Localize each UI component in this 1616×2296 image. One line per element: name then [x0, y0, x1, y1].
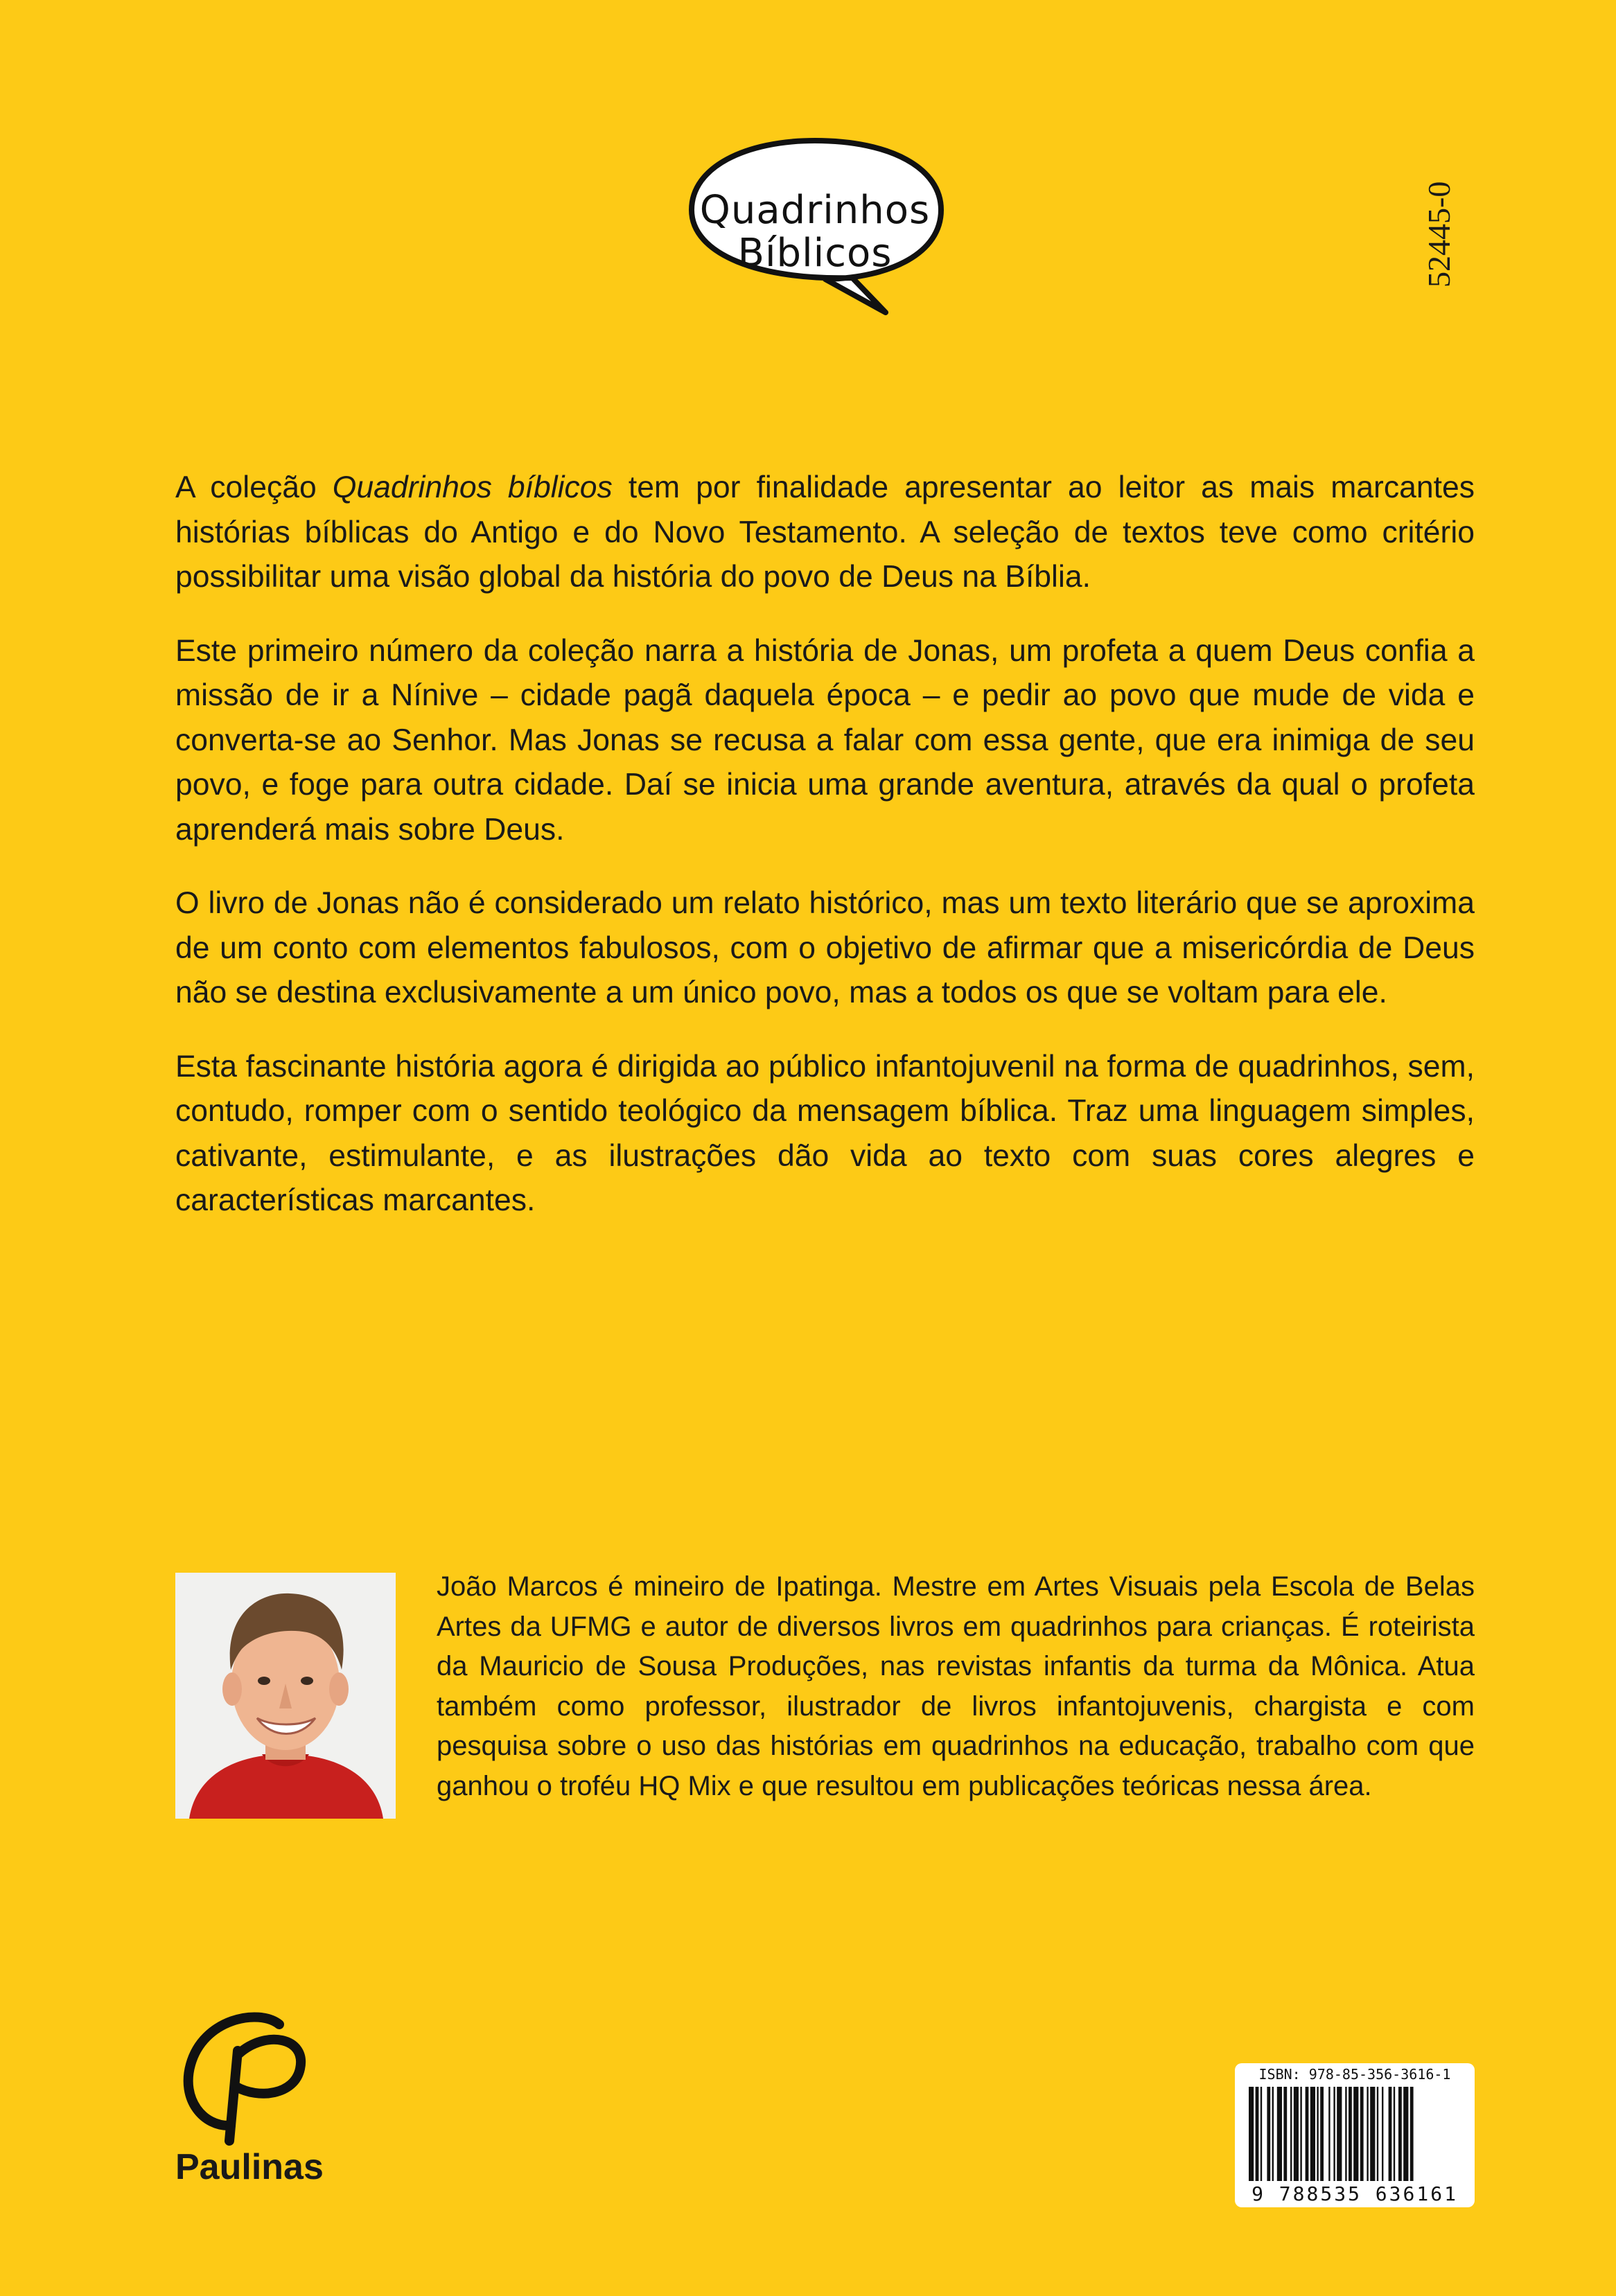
author-portrait-icon [175, 1573, 396, 1819]
isbn-label: ISBN: 978-85-356-3616-1 [1258, 2066, 1451, 2083]
author-photo [175, 1573, 396, 1819]
paulinas-logo-icon [175, 2009, 328, 2148]
description-paragraph-4: Esta fascinante história agora é dirigida ao público infantojuvenil na forma de quadrinhos, sem, contudo, romper com o sentido teológico da mensagem bíblica. Traz uma linguagem simples, cativante, estimulante, e as ilustrações dão vida ao texto com suas cores alegres e características marcantes. [175, 1049, 1475, 1217]
series-logo-text [683, 189, 947, 275]
description-paragraph-3: O livro de Jonas não é considerado um relato histórico, mas um texto literário que se aproxima de um conto com elementos fabulosos, com o objetivo de afirmar que a misericórdia de Deus não se destina exclusivamente a um único povo, mas a todos os que se voltam para ele. [175, 886, 1475, 1009]
description-paragraph-2: Este primeiro número da coleção narra a história de Jonas, um profeta a quem Deus confia a missão de ir a Nínive – cidade pagã daquela época – e pedir ao povo que mude de vida e converta-se ao Senhor. Mas Jonas se recusa a falar com essa gente, que era inimiga de seu povo, e foge para outra cidade. Daí se inicia uma grande aventura, através da qual o profeta aprenderá mais sobre Deus. [175, 633, 1475, 847]
catalog-code-text: 52445-0 [1421, 181, 1457, 288]
series-logo-line2: Bíblicos [737, 231, 893, 276]
barcode-digits: 9 788535 636161 [1251, 2182, 1458, 2205]
author-bio [437, 1567, 1475, 1806]
description-p1-end: tem por finalidade apresentar ao leitor as mais marcantes histórias bíblicas do Antigo e do Novo Testamento. A seleção de textos teve como critério possibilitar uma visão global da história do povo de Deus na Bíblia. [175, 470, 1475, 594]
isbn-barcode [1235, 2063, 1475, 2207]
series-logo-line1: Quadrinhos [699, 188, 931, 233]
series-logo [683, 135, 960, 322]
catalog-code [1421, 38, 1476, 288]
description-p1-start: A coleção [175, 470, 333, 504]
description [175, 466, 1475, 1253]
description-paragraph-1 [175, 466, 1475, 600]
barcode-bars-icon [1247, 2087, 1462, 2181]
publisher-name: Paulinas [175, 2147, 324, 2187]
author-bio-text: João Marcos é mineiro de Ipatinga. Mestre em Artes Visuais pela Escola de Belas Artes da UFMG e autor de diversos livros em quadrinhos para crianças. É roteirista da Mauricio de Sousa Produções, nas revistas infantis da turma da Mônica. Atua também como professor, ilustrador de livros infantojuvenis, chargista e com pesquisa sobre o uso das histórias em quadrinhos na educação, trabalho com que ganhou o troféu HQ Mix e que resultou em publicações teóricas nessa área. [437, 1571, 1475, 1801]
collection-title: Quadrinhos bíblicos [332, 470, 613, 504]
